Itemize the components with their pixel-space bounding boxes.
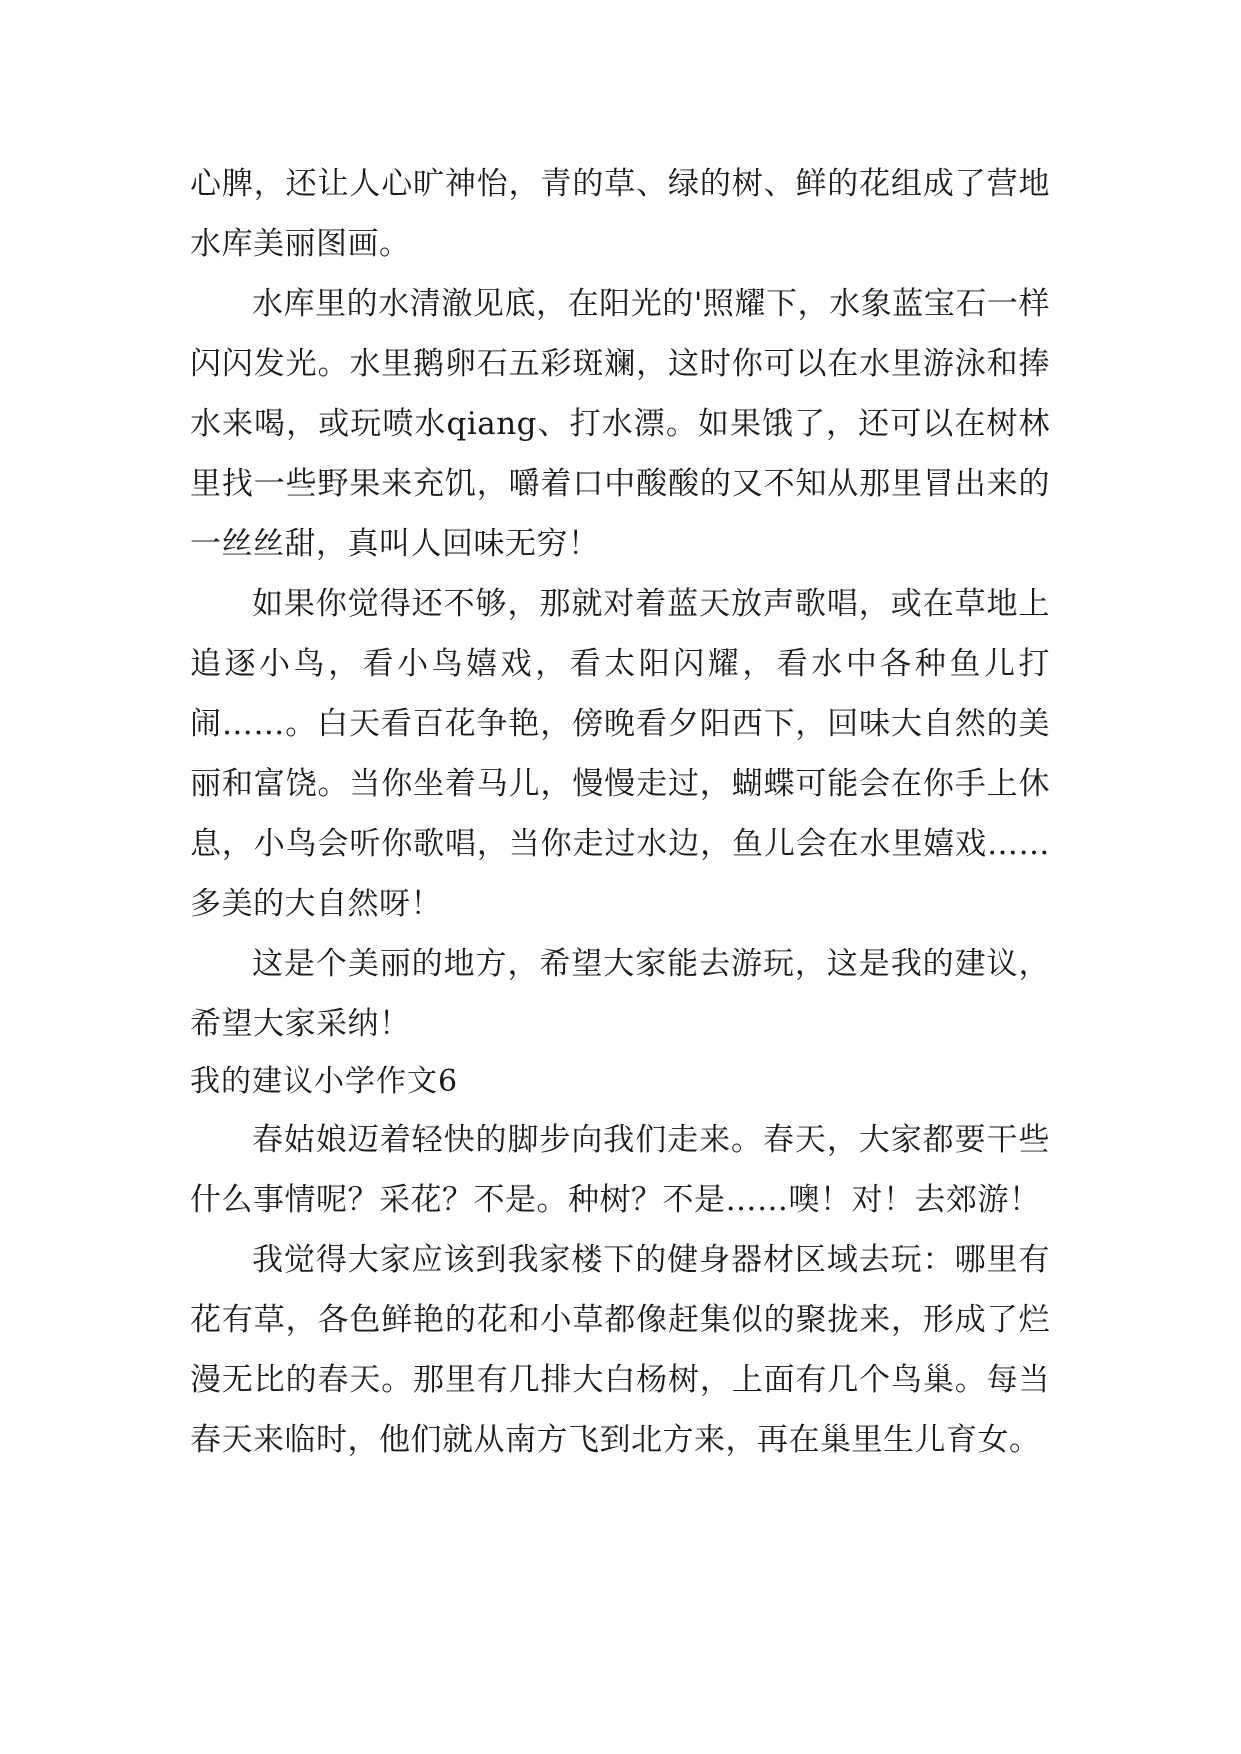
paragraph-4: 这是个美丽的地方，希望大家能去游玩，这是我的建议，希望大家采纳！ (190, 946, 1050, 1042)
paragraph-6: 我觉得大家应该到我家楼下的健身器材区域去玩：哪里有花有草，各色鲜艳的花和小草都像赶集似的聚拢来，形成了烂漫无比的春天。那里有几排大白杨树，上面有几个鸟巢。每当春天来临时，他们就从南方飞到北方来，再在巢里生儿育女。 (190, 1242, 1050, 1458)
paragraph-2: 水库里的水清澈见底，在阳光的'照耀下，水象蓝宝石一样闪闪发光。水里鹅卵石五彩斑斓，这时你可以在水里游泳和捧水来喝，或玩喷水qiang、打水漂。如果饿了，还可以在树林里找一些野果来充饥，嚼着口中酸酸的又不知从那里冒出来的一丝丝甜，真叫人回味无穷！ (190, 286, 1050, 562)
paragraph-5: 春姑娘迈着轻快的脚步向我们走来。春天，大家都要干些什么事情呢？采花？不是。种树？不是……噢！对！去郊游！ (190, 1122, 1050, 1218)
document-body (190, 154, 1050, 1470)
paragraph-1: 心脾，还让人心旷神怡，青的草、绿的树、鲜的花组成了营地水库美丽图画。 (190, 166, 1050, 262)
section-heading: 我的建议小学作文6 (190, 1064, 459, 1099)
paragraph-3: 如果你觉得还不够，那就对着蓝天放声歌唱，或在草地上追逐小鸟，看小鸟嬉戏，看太阳闪耀，看水中各种鱼儿打闹……。白天看百花争艳，傍晚看夕阳西下，回味大自然的美丽和富饶。当你坐着马儿，慢慢走过，蝴蝶可能会在你手上休息，小鸟会听你歌唱，当你走过水边，鱼儿会在水里嬉戏……多美的大自然呀！ (190, 586, 1050, 922)
